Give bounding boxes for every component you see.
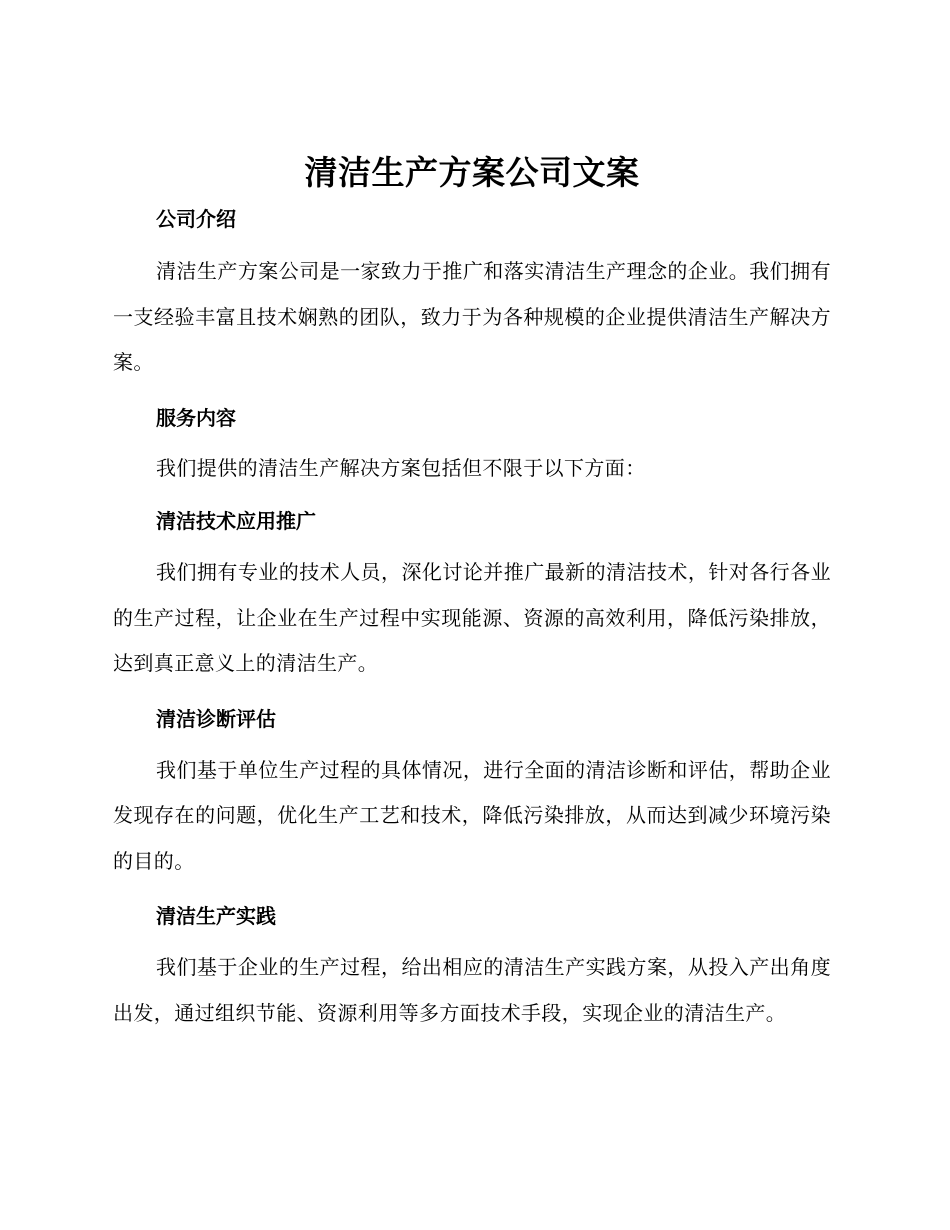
paragraph-practice: 我们基于企业的生产过程，给出相应的清洁生产实践方案，从投入产出角度出发，通过组织节能、资源利用等多方面技术手段，实现企业的清洁生产。 [113, 955, 831, 1025]
section-heading-company-intro: 公司介绍 [156, 207, 236, 231]
paragraph-services: 我们提供的清洁生产解决方案包括但不限于以下方面： [156, 455, 646, 480]
section-heading-clean-tech: 清洁技术应用推广 [156, 509, 316, 533]
section-heading-diagnosis: 清洁诊断评估 [156, 706, 276, 731]
document-body [113, 148, 831, 1036]
section-heading-practice: 清洁生产实践 [156, 904, 276, 928]
paragraph-company-intro: 清洁生产方案公司是一家致力于推广和落实清洁生产理念的企业。我们拥有一支经验丰富且技术娴熟的团队，致力于为各种规模的企业提供清洁生产解决方案。 [113, 259, 831, 374]
paragraph-diagnosis: 我们基于单位生产过程的具体情况，进行全面的清洁诊断和评估，帮助企业发现存在的问题，优化生产工艺和技术，降低污染排放，从而达到减少环境污染的目的。 [113, 757, 831, 873]
section-heading-services: 服务内容 [156, 405, 236, 430]
document-title: 清洁生产方案公司文案 [304, 153, 640, 192]
paragraph-clean-tech: 我们拥有专业的技术人员，深化讨论并推广最新的清洁技术，针对各行各业的生产过程，让企业在生产过程中实现能源、资源的高效利用，降低污染排放，达到真正意义上的清洁生产。 [113, 560, 831, 675]
